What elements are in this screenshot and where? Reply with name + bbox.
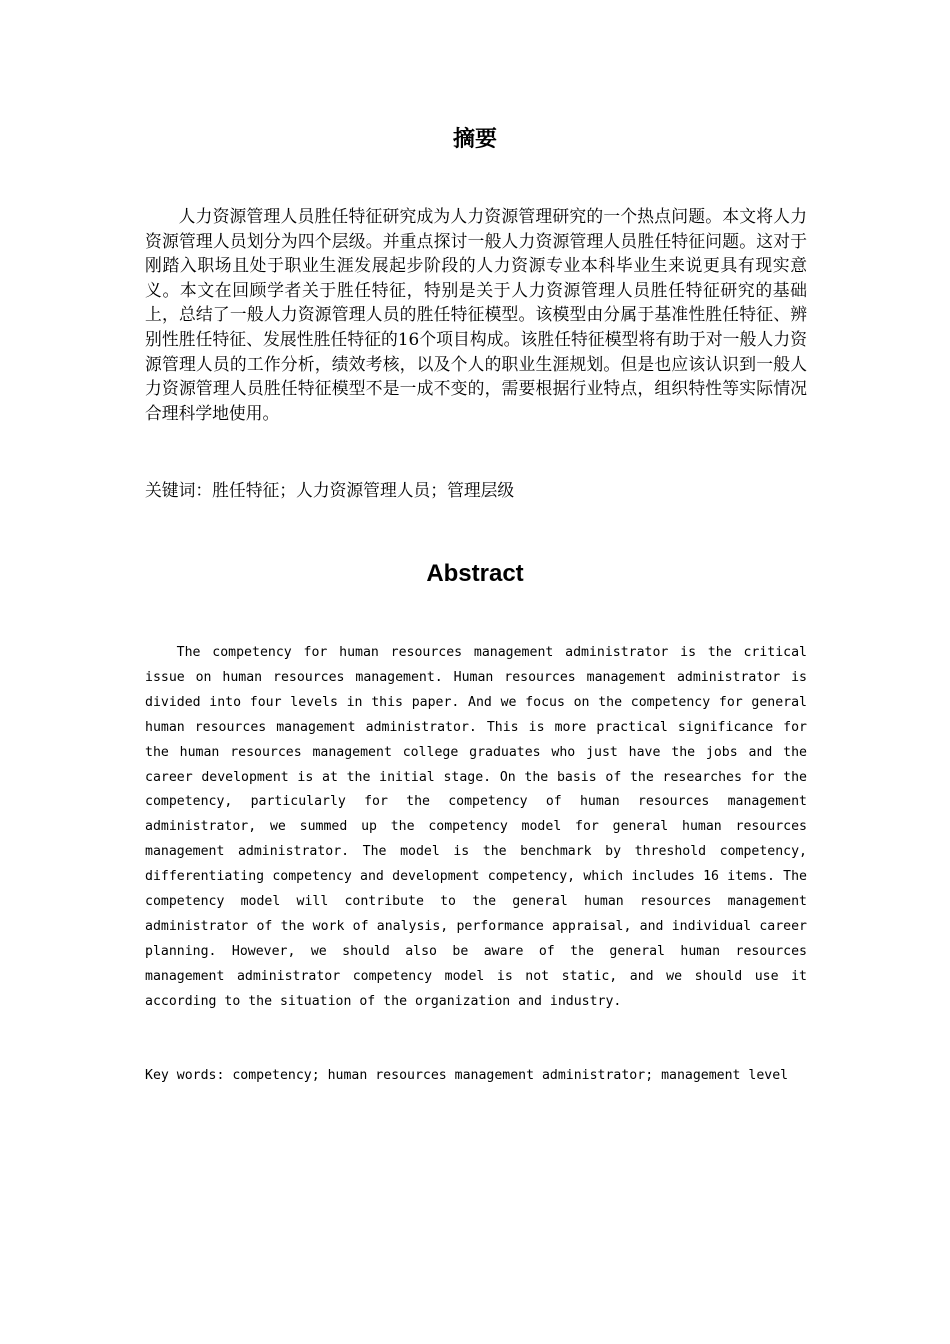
- chinese-abstract-body: 人力资源管理人员胜任特征研究成为人力资源管理研究的一个热点问题。本文将人力资源管理人员划分为四个层级。并重点探讨一般人力资源管理人员胜任特征问题。这对于刚踏入职场且处于职业生涯发展起步阶段的人力资源专业本科毕业生来说更具有现实意义。本文在回顾学者关于胜任特征，特别是关于人力资源管理人员胜任特征研究的基础上，总结了一般人力资源管理人员的胜任特征模型。该模型由分属于基准性胜任特征、辨别性胜任特征、发展性胜任特征的16个项目构成。该胜任特征模型将有助于对一般人力资源管理人员的工作分析，绩效考核，以及个人的职业生涯规划。但是也应该认识到一般人力资源管理人员胜任特征模型不是一成不变的，需要根据行业特点，组织特性等实际情况合理科学地使用。: [145, 206, 807, 423]
- chinese-keywords: 关键词：胜任特征；人力资源管理人员；管理层级: [145, 480, 515, 500]
- english-keywords: Key words: competency; human resources management administrator; management level: [145, 1068, 789, 1083]
- english-abstract-body: The competency for human resources management administrator is the critical issue on human resources management. Human resources management administrator is divided into four levels in this paper. And we focus on the competency for general human resources management administrator. This is more practical significance for the human resources management college graduates who just have the jobs and the career development is at the initial stage. On the basis of the researches for the competency, particularly for the competency of human resources management administrator, we summed up the competency model for general human resources management administrator. The model is the benchmark by threshold competency, differentiating competency and development competency, which includes 16 items. The competency model will contribute to the general human resources management administrator of the work of analysis, performance appraisal, and individual career planning. However, we should also be aware of the general human resources management administrator competency model is not static, and we should use it according to the situation of the organization and industry.: [145, 645, 807, 1009]
- chinese-abstract-title: 摘要: [452, 127, 497, 152]
- english-abstract-title: Abstract: [426, 560, 524, 587]
